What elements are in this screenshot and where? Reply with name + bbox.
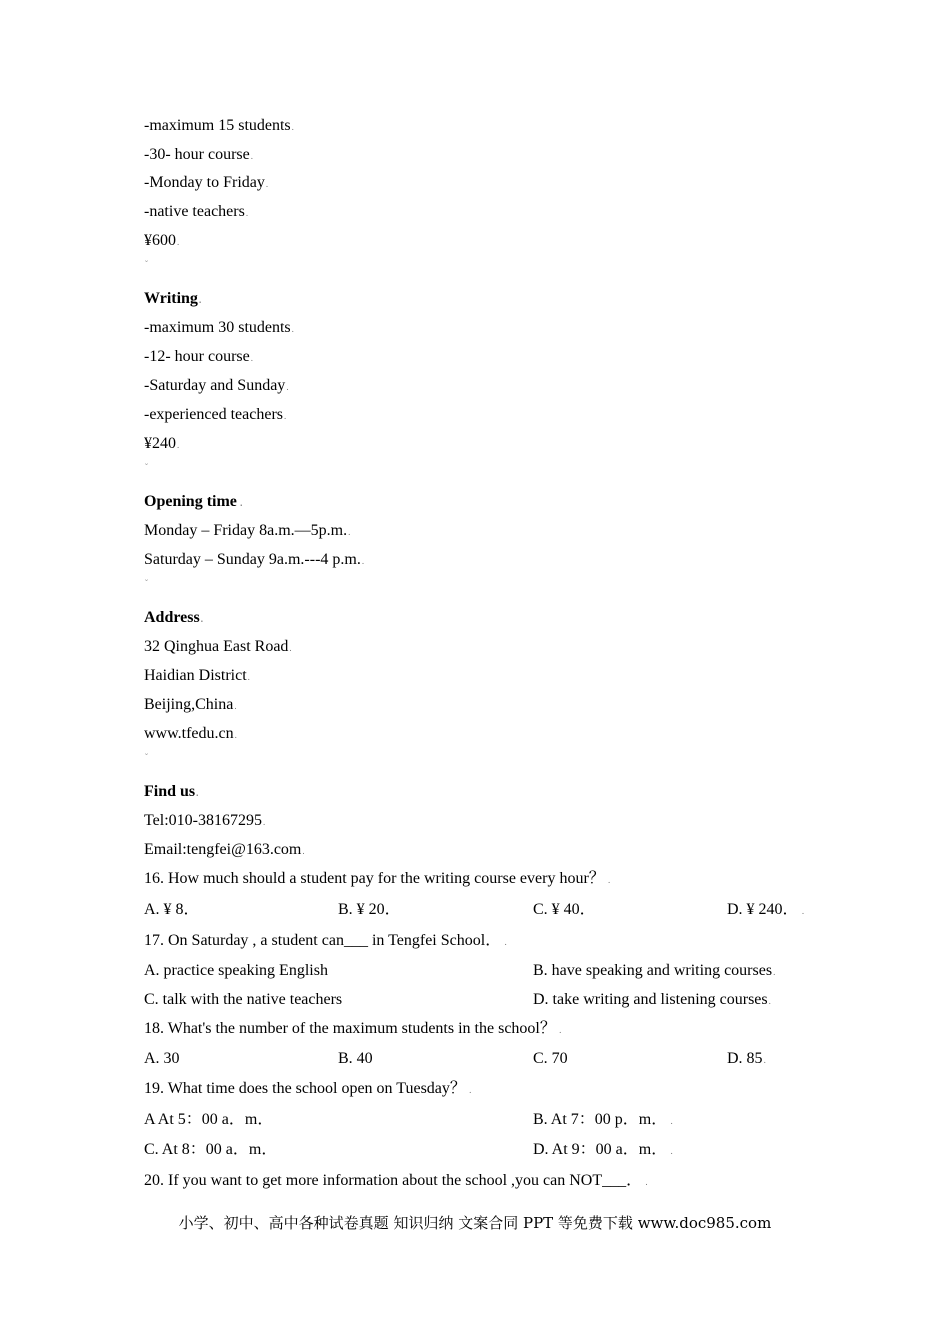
speaking-price: ¥600. xyxy=(144,232,180,249)
question-19-option-b: B. At 7：00 p．m． . xyxy=(533,1111,673,1128)
question-18-stem: 18. What's the number of the maximum students in the school？ . xyxy=(144,1020,562,1037)
question-16-option-c: C. ¥ 40． xyxy=(533,901,596,918)
question-19-option-c: C. At 8：00 a．m． xyxy=(144,1141,278,1158)
paragraph-mark: ˘ xyxy=(145,462,148,472)
opening-heading: Opening time . xyxy=(144,493,243,510)
address-line-3: Beijing,China. xyxy=(144,696,237,713)
question-18-option-d: D. 85. xyxy=(727,1050,766,1067)
paragraph-mark: ˘ xyxy=(145,259,148,269)
opening-line-1: Monday – Friday 8a.m.—5p.m.. xyxy=(144,522,351,539)
writing-line-1: -maximum 30 students. xyxy=(144,319,294,336)
address-website: www.tfedu.cn. xyxy=(144,725,237,742)
question-16-option-b: B. ¥ 20． xyxy=(338,901,401,918)
speaking-line-3: -Monday to Friday. xyxy=(144,174,269,191)
paragraph-mark: ˘ xyxy=(145,578,148,588)
writing-price: ¥240. xyxy=(144,435,180,452)
writing-line-2: -12- hour course. xyxy=(144,348,253,365)
writing-heading: Writing. xyxy=(144,290,202,307)
question-16-option-a: A. ¥ 8． xyxy=(144,901,200,918)
question-17-option-a: A. practice speaking English xyxy=(144,962,328,979)
find-us-email: Email:tengfei@163.com. xyxy=(144,841,305,858)
speaking-line-2: -30- hour course. xyxy=(144,146,253,163)
question-17-option-d: D. take writing and listening courses. xyxy=(533,991,771,1008)
writing-line-4: -experienced teachers. xyxy=(144,406,287,423)
address-line-1: 32 Qinghua East Road. xyxy=(144,638,292,655)
address-line-2: Haidian District. xyxy=(144,667,250,684)
question-19-option-a: A At 5：00 a．m． xyxy=(144,1111,274,1128)
question-20-stem: 20. If you want to get more information about the school ,you can NOT___． . xyxy=(144,1172,648,1189)
question-18-option-a: A. 30 xyxy=(144,1050,180,1067)
speaking-line-4: -native teachers. xyxy=(144,203,249,220)
question-17-stem: 17. On Saturday , a student can___ in Tengfei School． . xyxy=(144,932,507,949)
question-19-option-d: D. At 9：00 a．m． . xyxy=(533,1141,673,1158)
address-heading: Address. xyxy=(144,609,203,626)
question-19-stem: 19. What time does the school open on Tuesday？ . xyxy=(144,1080,472,1097)
find-us-heading: Find us. xyxy=(144,783,199,800)
speaking-line-1: -maximum 15 students. xyxy=(144,117,294,134)
question-17-option-c: C. talk with the native teachers xyxy=(144,991,343,1008)
question-16-option-d: D. ¥ 240． . xyxy=(727,901,805,918)
question-16-stem: 16. How much should a student pay for the writing course every hour？ . xyxy=(144,870,611,887)
question-18-option-b: B. 40 xyxy=(338,1050,373,1067)
question-18-option-c: C. 70 xyxy=(533,1050,568,1067)
page-footer: 小学、初中、高中各种试卷真题 知识归纳 文案合同 PPT 等免费下载 www.doc985.com xyxy=(178,1214,772,1232)
writing-line-3: -Saturday and Sunday. xyxy=(144,377,289,394)
paragraph-mark: ˘ xyxy=(145,752,148,762)
question-17-option-b: B. have speaking and writing courses. xyxy=(533,962,776,979)
opening-line-2: Saturday – Sunday 9a.m.---4 p.m.. xyxy=(144,551,365,568)
find-us-tel: Tel:010-38167295. xyxy=(144,812,266,829)
